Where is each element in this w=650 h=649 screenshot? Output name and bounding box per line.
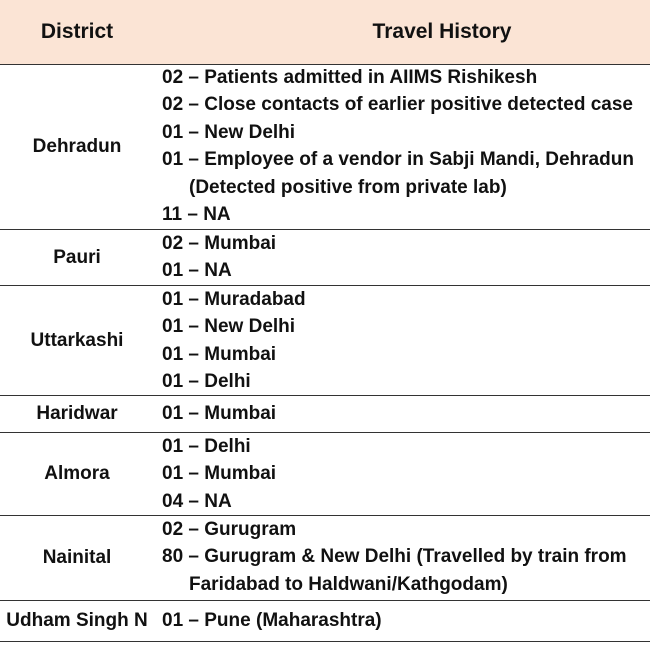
- table-row: [0, 396, 650, 433]
- district-column-header: District: [40, 20, 114, 43]
- district-cell: Pauri: [53, 246, 101, 268]
- travel-history-cell: [162, 400, 650, 427]
- travel-history-cell: [162, 64, 650, 228]
- travel-history-cell: [162, 230, 650, 285]
- district-cell: Nainital: [42, 547, 112, 568]
- district-cell: Dehradun: [32, 135, 122, 157]
- history-line: (Detected positive from private lab): [189, 176, 507, 198]
- history-line: 01 – Mumbai: [162, 343, 277, 365]
- table-row: [0, 516, 650, 601]
- history-line: Faridabad to Haldwani/Kathgodam): [189, 573, 508, 595]
- travel-history-cell: [162, 286, 650, 396]
- history-line: 01 – Delhi: [162, 371, 251, 393]
- travel-history-cell: [162, 607, 650, 634]
- table-row: [0, 64, 650, 230]
- history-line: 02 – Close contacts of earlier positive detected case: [162, 94, 633, 116]
- history-line: 01 – NA: [162, 260, 232, 282]
- history-line: 01 – Employee of a vendor in Sabji Mandi, Dehradun: [162, 149, 634, 171]
- history-line: 01 – Pune (Maharashtra): [162, 610, 382, 631]
- travel-history-column-header: Travel History: [372, 20, 512, 43]
- table-row: [0, 433, 650, 516]
- district-cell: Haridwar: [36, 403, 118, 424]
- history-line: 01 – Mumbai: [162, 403, 277, 424]
- history-line: 01 – New Delhi: [162, 121, 296, 143]
- table-row: [0, 230, 650, 286]
- travel-history-cell: [162, 516, 650, 598]
- travel-history-cell: [162, 433, 650, 515]
- table-row: [0, 286, 650, 396]
- table-header: [0, 0, 650, 65]
- history-line: 01 – Mumbai: [162, 463, 277, 485]
- table-row: [0, 601, 650, 642]
- district-cell: Almora: [44, 463, 110, 484]
- history-line: 80 – Gurugram & New Delhi (Travelled by train from: [162, 546, 627, 568]
- district-cell: Udham Singh N: [6, 610, 148, 631]
- history-line: 02 – Patients admitted in AIIMS Rishikesh: [162, 67, 538, 88]
- history-line: 01 – Muradabad: [162, 289, 306, 310]
- history-line: 04 – NA: [162, 490, 232, 512]
- history-line: 01 – Delhi: [162, 436, 251, 457]
- history-line: 02 – Mumbai: [162, 233, 277, 254]
- district-cell: Uttarkashi: [30, 329, 124, 351]
- history-line: 01 – New Delhi: [162, 316, 296, 338]
- history-line: 11 – NA: [162, 203, 231, 225]
- history-line: 02 – Gurugram: [162, 519, 297, 540]
